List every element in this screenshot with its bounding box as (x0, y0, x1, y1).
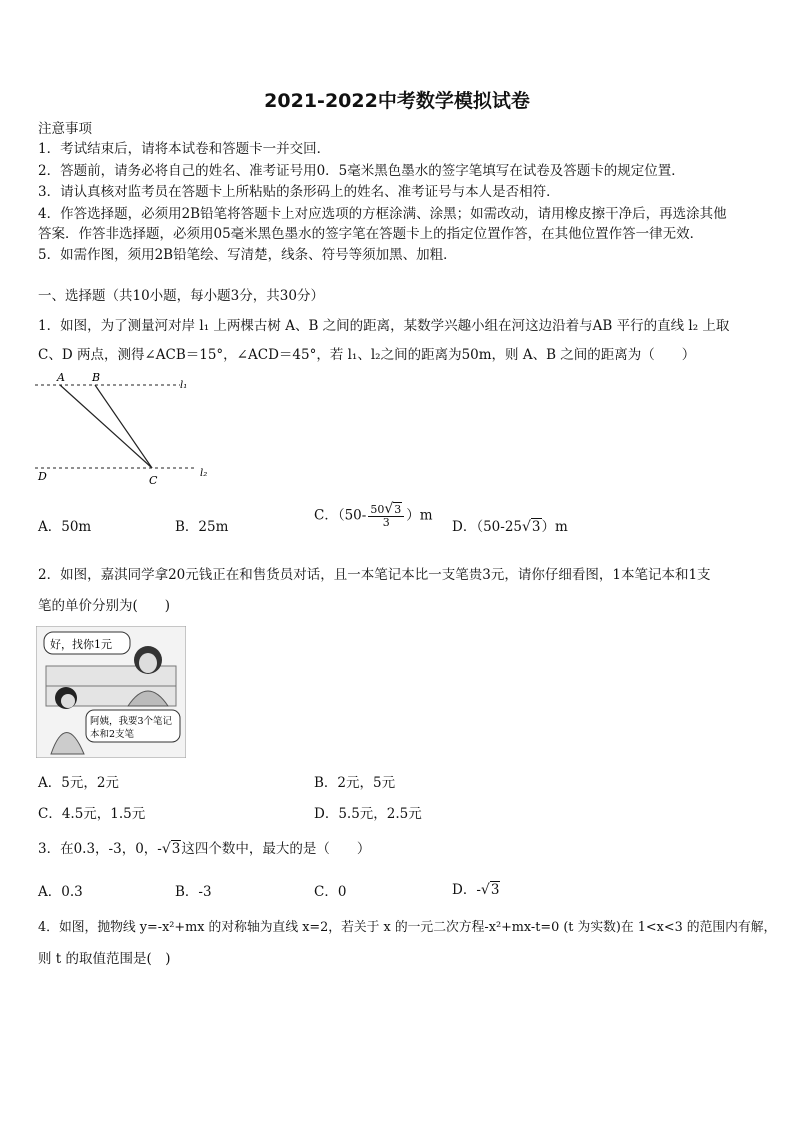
notice-item-4: 4．作答选择题，必须用2B铅笔将答题卡上对应选项的方框涂满、涂黑；如需改动，请用橡皮擦干净后，再选涂其他 (38, 206, 727, 222)
q4-stem-line2: 则 t 的取值范围是( ) (38, 951, 171, 967)
q3-stem: 3．在0.3，-3，0，-√3这四个数中，最大的是（ ） (38, 841, 371, 857)
q3-option-b: B．-3 (175, 884, 212, 900)
notice-item-4-cont: 答案．作答非选择题，必须用05毫米黑色墨水的签字笔在答题卡上的指定位置作答，在其他位置作答一律无效． (38, 226, 704, 242)
segment-BC (95, 385, 152, 468)
q1-option-c: C．（50- $\frac{50√3}{3}$ ）m (314, 501, 433, 529)
q2-stem-line1: 2．如图，嘉淇同学拿20元钱正在和售货员对话，且一本笔记本比一支笔贵3元，请你仔细看图，1本笔记本和1支 (38, 567, 711, 583)
segment-AC (60, 385, 152, 468)
notice-item-3: 3．请认真核对监考员在答题卡上所粘贴的条形码上的姓名、准考证号与本人是否相符． (38, 184, 560, 200)
notice-item-5: 5．如需作图，须用2B铅笔绘、写清楚，线条、符号等须加黑、加粗． (38, 247, 457, 263)
notice-item-2: 2．答题前，请务必将自己的姓名、准考证号用0．5毫米黑色墨水的签字笔填写在试卷及答题卡的规定位置． (38, 163, 685, 179)
q4-stem-line1: 4．如图，抛物线 y=-x²+mx 的对称轴为直线 x=2，若关于 x 的一元二次方程-x²+mx-t=0 (t 为实数)在 1<x<3 的范围内有解， (38, 920, 777, 935)
bubble-clerk-text: 好，找你1元 (50, 638, 112, 651)
label-l1: l₁ (180, 380, 188, 391)
q2-stem-line2: 笔的单价分别为( ) (38, 598, 171, 614)
q2-option-c: C．4.5元，1.5元 (38, 806, 146, 822)
q1-stem-line1: 1．如图，为了测量河对岸 l₁ 上两棵古树 A、B 之间的距离，某数学兴趣小组在河这边沿着与AB 平行的直线 l₂ 上取 (38, 318, 730, 334)
q2-option-d: D．5.5元，2.5元 (314, 806, 422, 822)
q1-stem-line2: C、D 两点，测得∠ACB＝15°，∠ACD＝45°，若 l₁、l₂之间的距离为50m，则 A、B 之间的距离为（ ） (38, 347, 696, 363)
q2-illustration (36, 626, 186, 758)
bubble-girl-text-2: 本和2支笔 (90, 729, 135, 740)
q1-figure (30, 366, 220, 490)
notice-item-1: 1．考试结束后，请将本试卷和答题卡一并交回． (38, 141, 331, 157)
notice-heading: 注意事项 (38, 121, 92, 137)
label-A: A (57, 371, 65, 384)
q3-option-d: D．-√3 (452, 882, 500, 898)
q3-option-c: C．0 (314, 884, 347, 900)
q2-option-b: B．2元，5元 (314, 775, 396, 791)
q2-option-a: A．5元，2元 (38, 775, 119, 791)
label-C: C (149, 474, 158, 487)
page-title: 2021-2022中考数学模拟试卷 (264, 90, 530, 112)
q1-option-b: B．25m (175, 519, 229, 535)
q1-option-a: A．50m (38, 519, 92, 535)
q1-option-d: D．（50-25√3）m (452, 519, 568, 535)
label-D: D (38, 470, 47, 483)
label-l2: l₂ (200, 468, 208, 479)
q3-option-a: A．0.3 (38, 884, 83, 900)
bubble-girl-text-1: 阿姨，我要3个笔记 (90, 716, 173, 727)
label-B: B (92, 371, 101, 384)
section-heading: 一、选择题（共10小题，每小题3分，共30分） (38, 288, 324, 304)
